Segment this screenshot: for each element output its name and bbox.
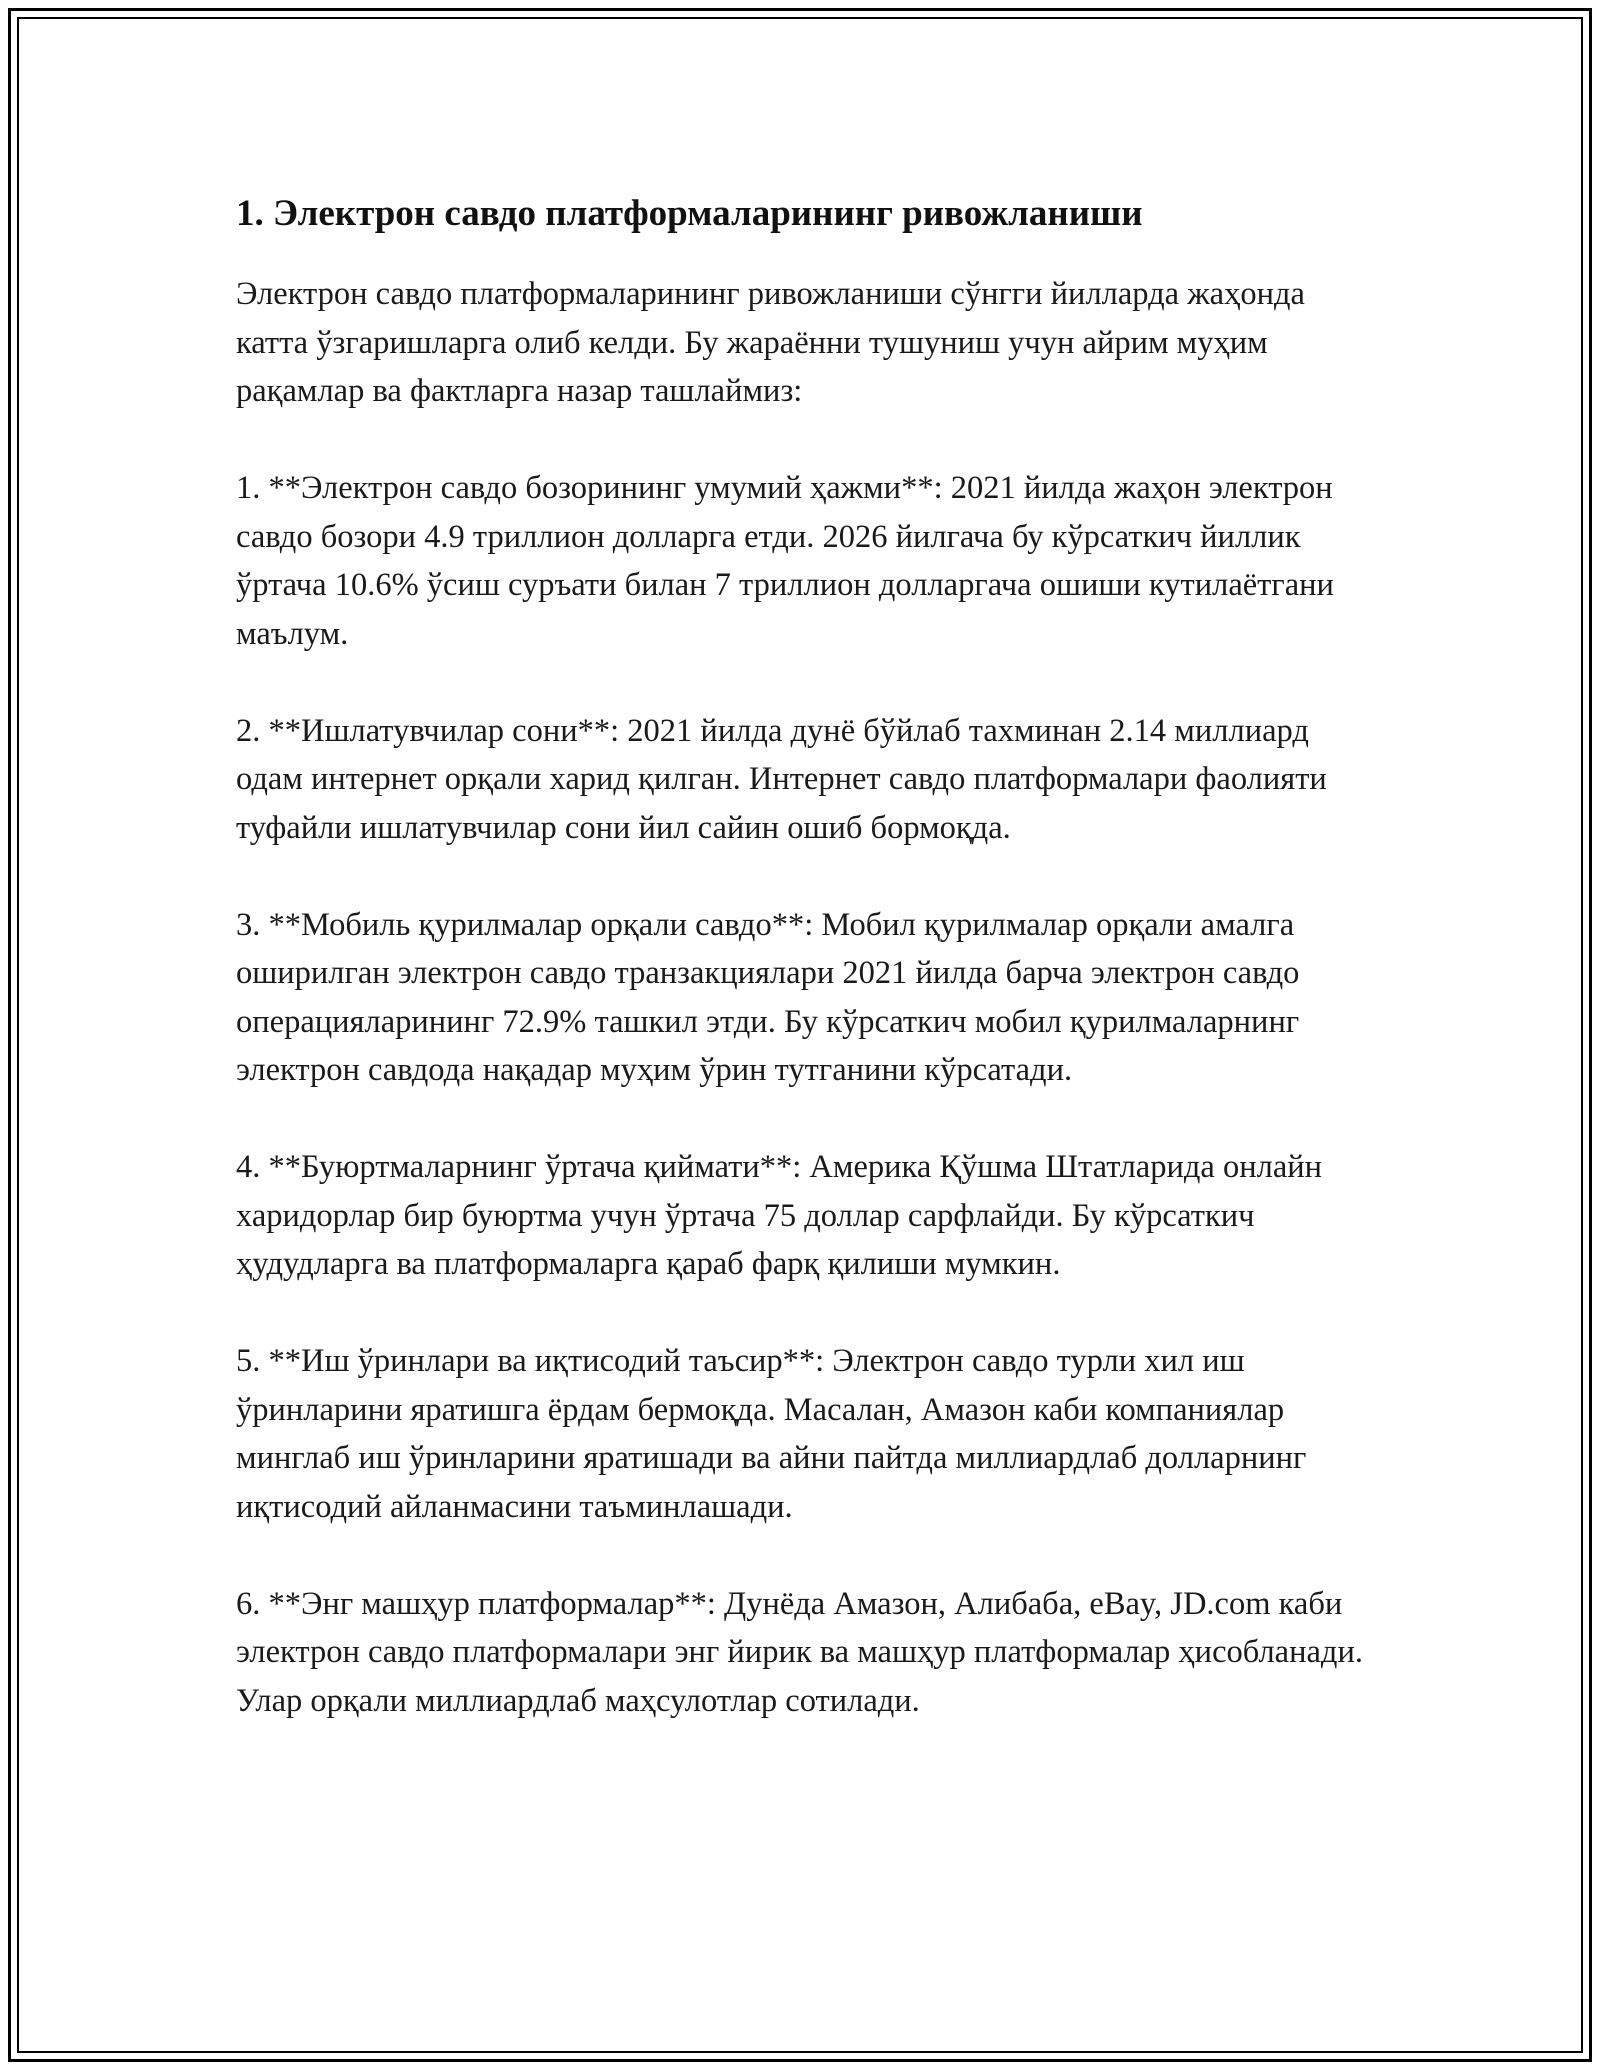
- intro-paragraph: Электрон савдо платформаларининг ривожланиши сўнгги йилларда жаҳонда катта ўзгаришларга олиб келди. Бу жараённи тушуниш учун айрим муҳим рақамлар ва фактларга назар ташлаймиз:: [236, 276, 1305, 409]
- paragraph-order-value: 4. **Буюртмаларнинг ўртача қиймати**: Америка Қўшма Штатларида онлайн харидорлар бир буюртма учун ўртача 75 доллар сарфлайди. Бу кўрсаткич ҳудудларга ва платформаларга қараб фарқ қилиши мумкин.: [236, 1149, 1323, 1282]
- paragraph-market-size: 1. **Электрон савдо бозорининг умумий ҳажми**: 2021 йилда жаҳон электрон савдо бозори 4.9 триллион долларга етди. 2026 йилгача бу кўрсаткич йиллик ўртача 10.6% ўсиш суръати билан 7 триллион долларгача ошиши кутилаётгани маълум.: [236, 470, 1334, 652]
- paragraph-users: 2. **Ишлатувчилар сони**: 2021 йилда дунё бўйлаб тахминан 2.14 миллиард одам интернет орқали харид қилган. Интернет савдо платформалари фаолияти туфайли ишлатувчилар сони йил сайин ошиб бормоқда.: [236, 712, 1327, 846]
- paragraph-platforms: 6. **Энг машҳур платформалар**: Дунёда Амазон, Алибаба, eBay, JD.com каби электрон савдо платформалари энг йирик ва машҳур платформалар ҳисобланади. Улар орқали миллиардлаб маҳсулотлар сотилади.: [236, 1585, 1363, 1719]
- document-body: [236, 187, 1366, 1774]
- paragraph-jobs: 5. **Иш ўринлари ва иқтисодий таъсир**: Электрон савдо турли хил иш ўринларини яратишга ёрдам бермоқда. Масалан, Амазон каби компаниялар минглаб иш ўринларини яратишади ва айни пайтда миллиардлаб долларнинг иқтисодий айланмасини таъминлашади.: [236, 1343, 1307, 1525]
- document-title: 1. Электрон савдо платформаларининг ривожланиши: [236, 193, 1143, 234]
- paragraph-mobile: 3. **Мобиль қурилмалар орқали савдо**: Мобил қурилмалар орқали амалга оширилган электрон савдо транзакциялари 2021 йилда барча электрон савдо операцияларининг 72.9% ташкил этди. Бу кўрсаткич мобил қурилмаларнинг электрон савдода нақадар муҳим ўрин тутганини кўрсатади.: [236, 906, 1300, 1088]
